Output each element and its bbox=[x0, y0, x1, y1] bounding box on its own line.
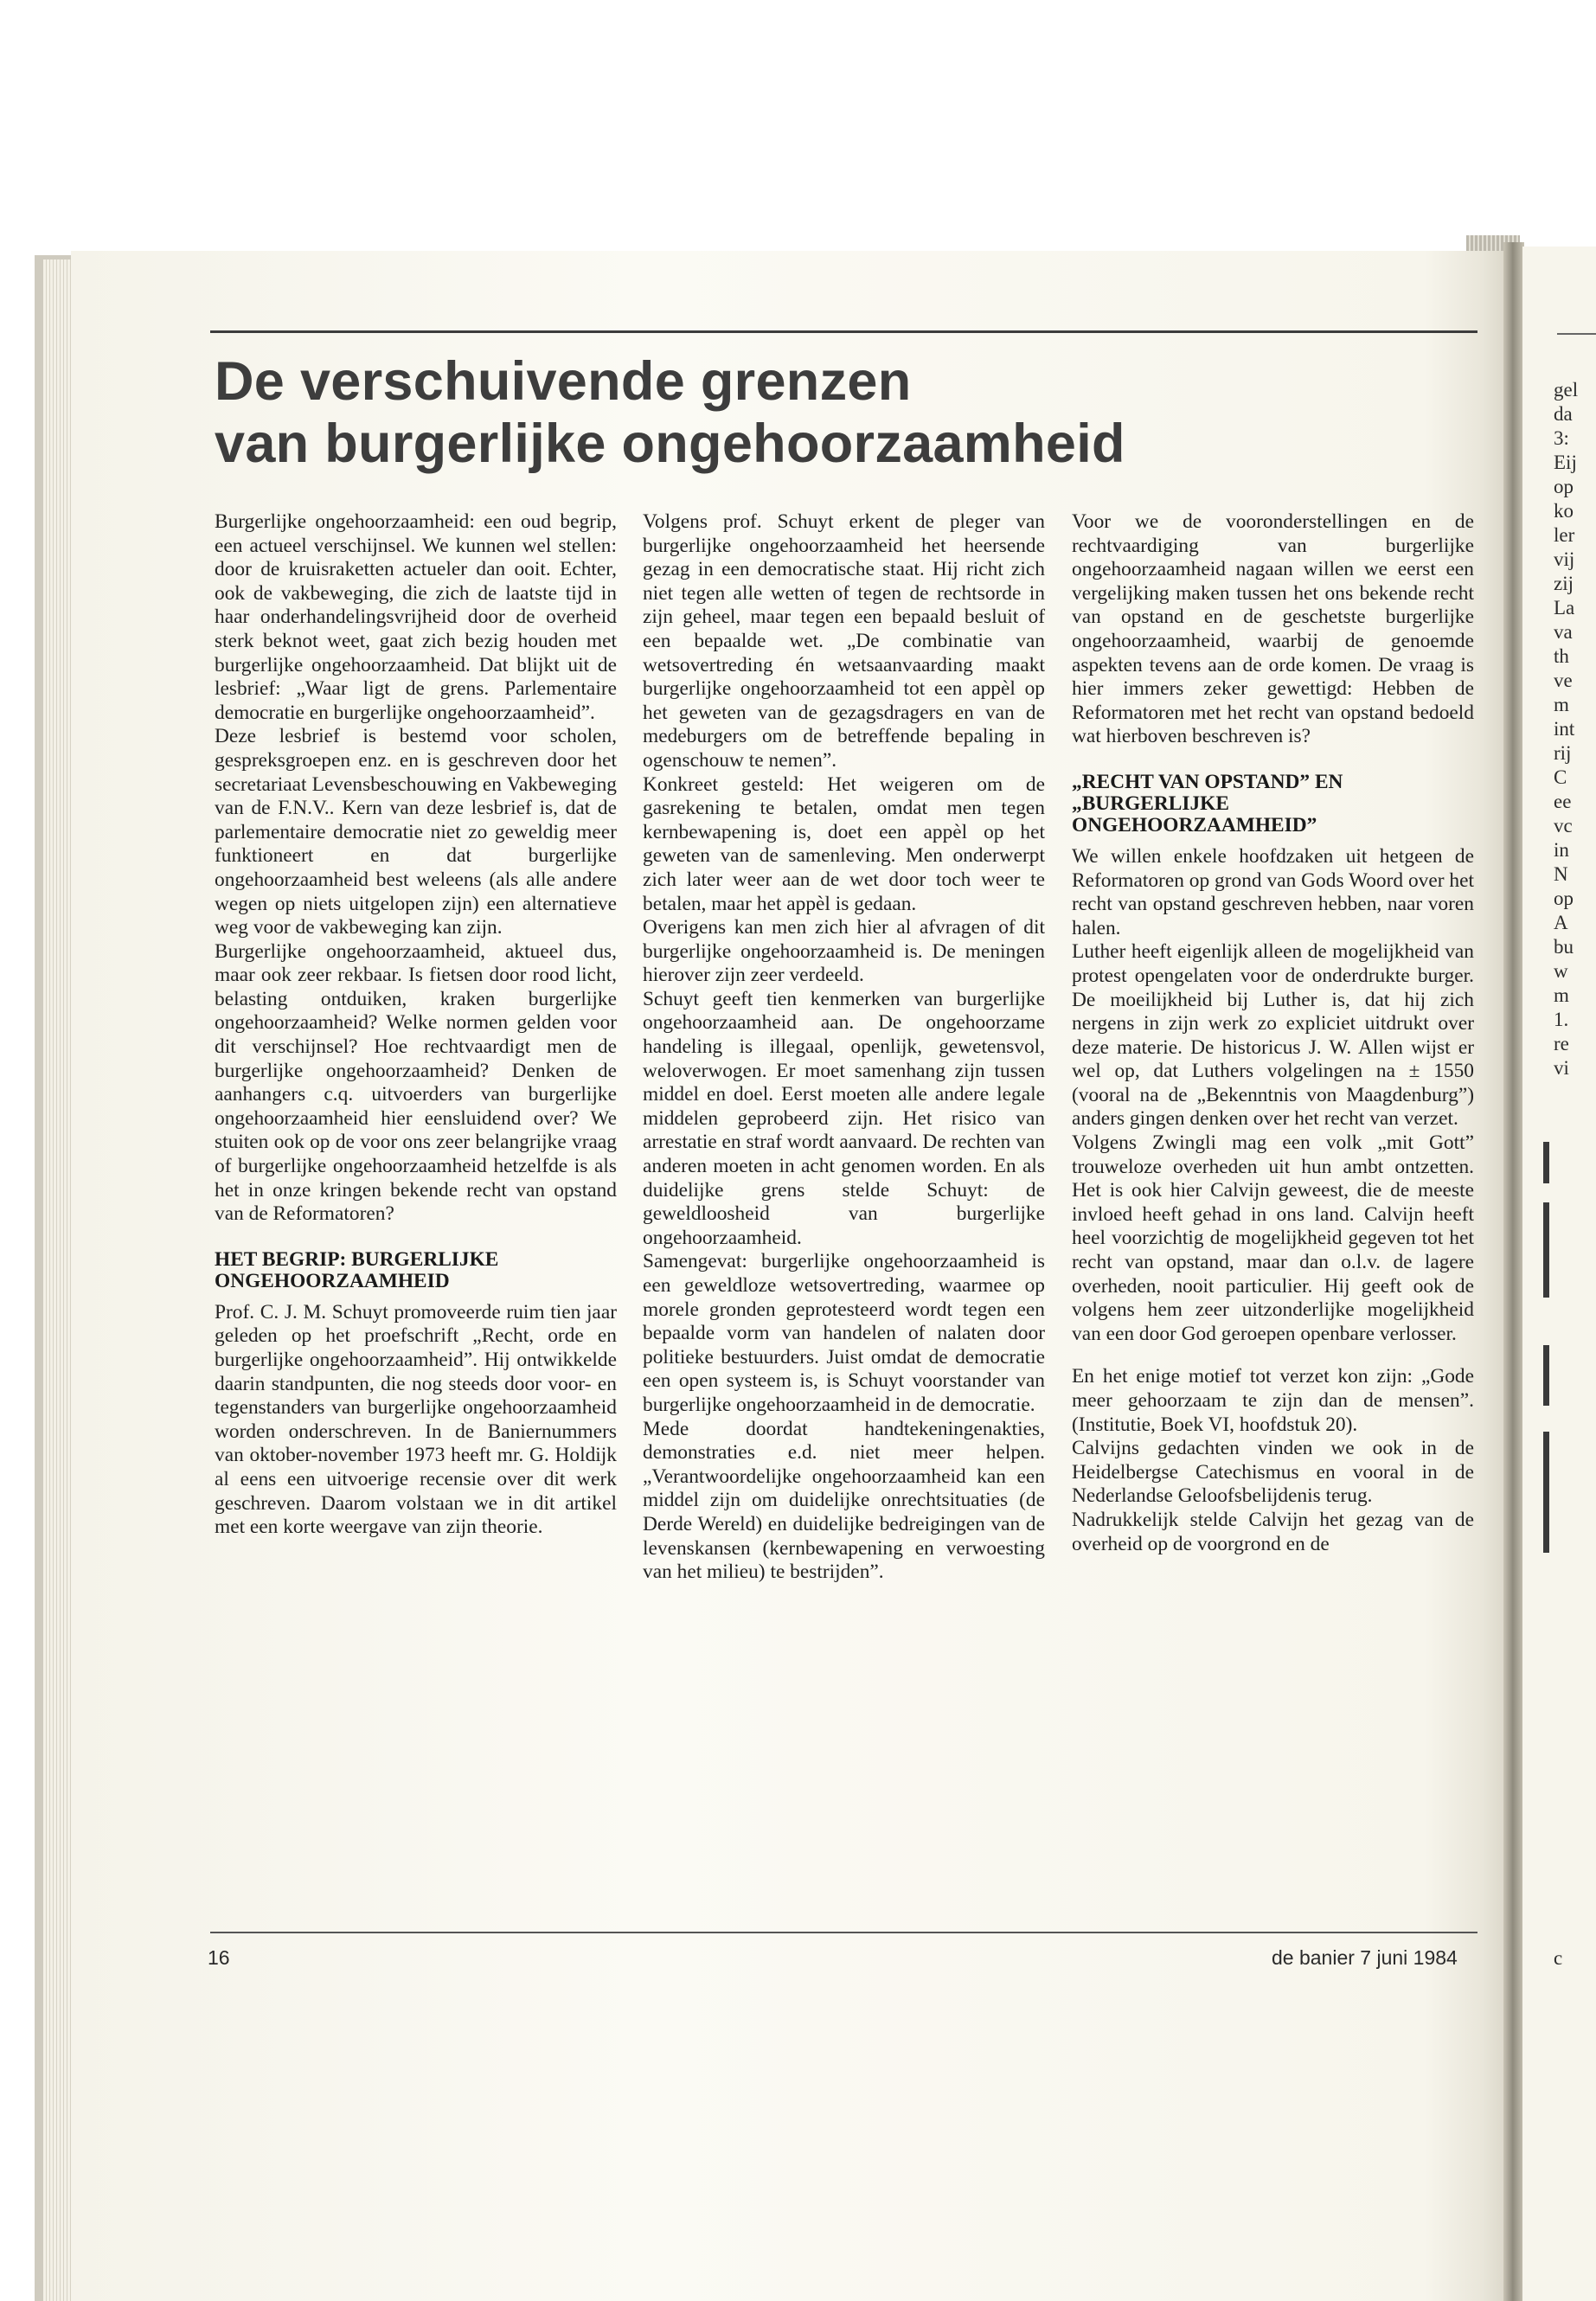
right-page-fragment-line: ve bbox=[1554, 670, 1573, 691]
paragraph: Calvijns gedachten vinden we ook in de Heidelbergse Catechismus en vooral in de Nederlandse Geloofsbelijdenis terug. bbox=[1072, 1437, 1474, 1508]
right-page-fragment-line: N bbox=[1554, 863, 1568, 885]
right-page-image-edge bbox=[1543, 1432, 1549, 1553]
right-page-fragment-line: ee bbox=[1554, 791, 1572, 812]
paragraph: Prof. C. J. M. Schuyt promoveerde ruim tien jaar geleden op het proefschrift „Recht, orde en burgerlijke ongehoorzaamheid”. Hij ontwikkelde daarin standpunten, die nog steeds door voor- en tegenstanders van burgerlijke ongehoorzaamheid worden onderschreven. In de Baniernummers van oktober-november 1973 heeft mr. G. Holdijk al eens een uitvoerige recensie over dit werk geschreven. Daarom volstaan we in dit artikel met een korte weergave van zijn theorie. bbox=[215, 1300, 617, 1539]
right-page-fragment-line: rij bbox=[1554, 742, 1572, 764]
top-rule bbox=[210, 330, 1477, 333]
right-page-fragment-line: 3: bbox=[1554, 427, 1569, 449]
right-page-fragment-line: re bbox=[1554, 1033, 1569, 1054]
right-page-fragment-line: vi bbox=[1554, 1057, 1569, 1079]
paragraph: Burgerlijke ongehoorzaamheid: een oud begrip, een actueel verschijnsel. We kunnen wel stellen: door de kruisraketten actueler dan ooit. Echter, ook de vakbeweging, die zich de laatste tijd in haar onderhandelingsvrijheid door de overheid sterk beknot weet, gaat zich bezig houden met burgerlijke ongehoorzaamheid. Dat blijkt uit de lesbrief: „Waar ligt de grens. Parlementaire democratie en burgerlijke ongehoorzaamheid”. bbox=[215, 510, 617, 724]
right-page-fragment-line: va bbox=[1554, 621, 1573, 643]
right-page-fragment-line: bu bbox=[1554, 936, 1574, 958]
paragraph: Nadrukkelijk stelde Calvijn het gezag van de overheid op de voorgrond en de bbox=[1072, 1508, 1474, 1555]
paragraph: Konkreet gesteld: Het weigeren om de gasrekening te betalen, omdat men tegen kernbewapening is, doet een appèl op het geweten van de samenleving. Men onderwerpt zich later weer aan de wet door toch weer te betalen, maar het appèl is gedaan. bbox=[643, 772, 1045, 915]
issue-line: de banier 7 juni 1984 bbox=[1272, 1946, 1458, 1969]
paragraph: We willen enkele hoofdzaken uit hetgeen de Reformatoren op grond van Gods Woord over het recht van opstand geschreven hebben, naar voren halen. bbox=[1072, 844, 1474, 939]
right-page-fragment-line: op bbox=[1554, 476, 1574, 497]
right-page-fragment-line: in bbox=[1554, 839, 1569, 861]
paragraph: Schuyt geeft tien kenmerken van burgerlijke ongehoorzaamheid aan. De ongehoorzame handeling is illegaal, openlijk, gewetensvol, weloverwogen. Er moet samenhang zijn tussen middel en doel. Eerst moeten alle andere legale middelen geprobeerd zijn. Het risico van arrestatie en straf wordt aanvaard. De rechten van anderen moeten in acht genomen worden. En als duidelijke grens stelde Schuyt: de geweldloosheid van burgerlijke ongehoorzaamheid. bbox=[643, 987, 1045, 1249]
column-1 bbox=[215, 510, 617, 1540]
right-page-fragment-line: zij bbox=[1554, 573, 1574, 594]
bottom-rule bbox=[210, 1932, 1477, 1933]
column-3 bbox=[1072, 510, 1474, 1556]
title-line-1: De verschuivende grenzen bbox=[215, 351, 912, 412]
paragraph: En het enige motief tot verzet kon zijn: „Gode meer gehoorzaam te zijn dan de mensen”. (Institutie, Boek VI, hoofdstuk 20). bbox=[1072, 1365, 1474, 1436]
paragraph: Volgens prof. Schuyt erkent de pleger van burgerlijke ongehoorzaamheid het heersende gezag in een democratische staat. Hij richt zich niet tegen alle wetten of tegen de rechtsorde in zijn geheel, maar tegen een bepaald besluit of een bepaalde wet. „De combinatie van wetsovertreding én wetsaanvaarding maakt burgerlijke ongehoorzaamheid tot een appèl op het geweten van de gezagsdragers en van de medeburgers om de betreffende bepaling in ogenschouw te nemen”. bbox=[643, 510, 1045, 772]
paragraph: Overigens kan men zich hier al afvragen of dit burgerlijke ongehoorzaamheid is. De meningen hierover zijn zeer verdeeld. bbox=[643, 916, 1045, 987]
right-page-fragment-line: C bbox=[1554, 766, 1567, 788]
right-page-fragment bbox=[1522, 247, 1596, 2301]
book-spine bbox=[1503, 242, 1524, 2301]
paragraph: Luther heeft eigenlijk alleen de mogelijkheid van protest opengelaten voor de onderdrukte burger. De moeilijkheid bij Luther is, dat hij zich nergens in zijn werk zo expliciet uitdrukt over deze materie. De historicus J. W. Allen wijst er wel op, dat Luthers volgelingen na ± 1550 (vooral na de „Bekenntnis von Maagdenburg”) anders gingen denken over het recht van verzet. bbox=[1072, 940, 1474, 1131]
page-edges bbox=[43, 260, 74, 2301]
right-page-image-edge bbox=[1543, 1202, 1549, 1298]
title-line-2: van burgerlijke ongehoorzaamheid bbox=[215, 413, 1125, 474]
right-page-fragment-line: op bbox=[1554, 888, 1574, 909]
right-page-image-edge bbox=[1543, 1345, 1549, 1406]
right-page-fragment-line: gel bbox=[1554, 379, 1579, 401]
right-page-fragment-line: m bbox=[1554, 694, 1569, 715]
paragraph: Samengevat: burgerlijke ongehoorzaamheid is een geweldloze wetsovertreding, waarmee op morele gronden geprotesteerd wordt tegen een bepaalde vorm van handelen of nalaten door politieke bestuurders. Juist omdat de democratie een open systeem is, is Schuyt voorstander van burgerlijke ongehoorzaamheid in de democratie. bbox=[643, 1250, 1045, 1416]
paragraph: Deze lesbrief is bestemd voor scholen, gespreksgroepen enz. en is geschreven door het secretariaat Levensbeschouwing en Vakbeweging van de F.N.V.. Kern van deze lesbrief is, dat de parlementaire democratie niet zo geweldig meer funktioneert en dat burgerlijke ongehoorzaamheid best weleens (als alle andere wegen op niets uitgelopen zijn) een alternatieve weg voor de vakbeweging kan zijn. bbox=[215, 725, 617, 939]
right-page-fragment-line: ko bbox=[1554, 500, 1574, 522]
page-number: 16 bbox=[208, 1946, 230, 1969]
paragraph: Burgerlijke ongehoorzaamheid, aktueel dus, maar ook zeer rekbaar. Is fietsen door rood licht, belasting ontduiken, kraken burgerlijke ongehoorzaamheid? Welke normen gelden voor dit verschijnsel? Hoe rechtvaardigt men de burgerlijke ongehoorzaamheid? Denken de aanhangers c.q. uitvoerders van burgerlijke ongehoorzaamheid hier eensluidend over? We stuiten ook op de voor ons zeer belangrijke vraag of burgerlijke ongehoorzaamheid hetzelfde is als het in onze kringen bekende recht van opstand van de Reformatoren? bbox=[215, 939, 617, 1226]
paragraph: Mede doordat handtekeningenakties, demonstraties e.d. niet meer helpen. „Verantwoordelijke ongehoorzaamheid kan een middel zijn om duidelijke onrechtsituaties (de Derde Wereld) en duidelijke bedreigingen van de levenskansen (kernbewapening en verwoesting van het milieu) te bestrijden”. bbox=[643, 1417, 1045, 1584]
section-heading: HET BEGRIP: BURGERLIJKE ONGEHOORZAAMHEID bbox=[215, 1247, 499, 1292]
article-title bbox=[215, 350, 1125, 475]
right-page-fragment-line: ler bbox=[1554, 524, 1575, 546]
section-heading: „RECHT VAN OPSTAND” EN „BURGERLIJKE ONGEHOORZAAMHEID” bbox=[1072, 770, 1343, 836]
right-page-fragment-line: vij bbox=[1554, 548, 1575, 570]
right-page-fragment-line: m bbox=[1554, 984, 1569, 1006]
right-page-fragment-line: da bbox=[1554, 403, 1573, 425]
right-page-fragment-line: La bbox=[1554, 597, 1575, 619]
right-page-fragment-line: w bbox=[1554, 960, 1568, 982]
right-page-fragment-line: int bbox=[1554, 718, 1575, 740]
right-page-fragment-line: Eij bbox=[1554, 452, 1577, 473]
paragraph: Volgens Zwingli mag een volk „mit Gott” trouweloze overheden uit hun ambt ontzetten. Het is ook hier Calvijn geweest, die de meeste invloed heeft gehad in ons land. Calvijn heeft heel voorzichtig de mogelijkheid gegeven tot het recht van opstand, maar dan o.l.v. de lagere overheden, nooit particulier. Hij geeft ook de volgens hem zeer uitzonderlijke mogelijkheid van een door God geroepen openbare verlosser. bbox=[1072, 1131, 1474, 1345]
right-page-fragment-line: vc bbox=[1554, 815, 1573, 836]
paragraph: Voor we de vooronderstellingen en de rechtvaardiging van burgerlijke ongehoorzaamheid nagaan willen we eerst een vergelijking maken tussen het ons bekende recht van opstand en de geschetste burgerlijke ongehoorzaamheid, waarbij de genoemde aspekten tevens aan de orde komen. De vraag is hier immers zeker gewettigd: Hebben de Reformatoren met het recht van opstand bedoeld wat hierboven beschreven is? bbox=[1072, 510, 1474, 748]
right-page-fragment-line: th bbox=[1554, 645, 1569, 667]
right-page-fragment-line: A bbox=[1554, 912, 1568, 933]
right-page-rule bbox=[1557, 333, 1596, 335]
right-page-fragment-line: 1. bbox=[1554, 1009, 1569, 1030]
column-2 bbox=[643, 510, 1045, 1585]
right-page-image-edge bbox=[1543, 1142, 1549, 1183]
right-page-footer-fragment: c bbox=[1554, 1947, 1563, 1969]
